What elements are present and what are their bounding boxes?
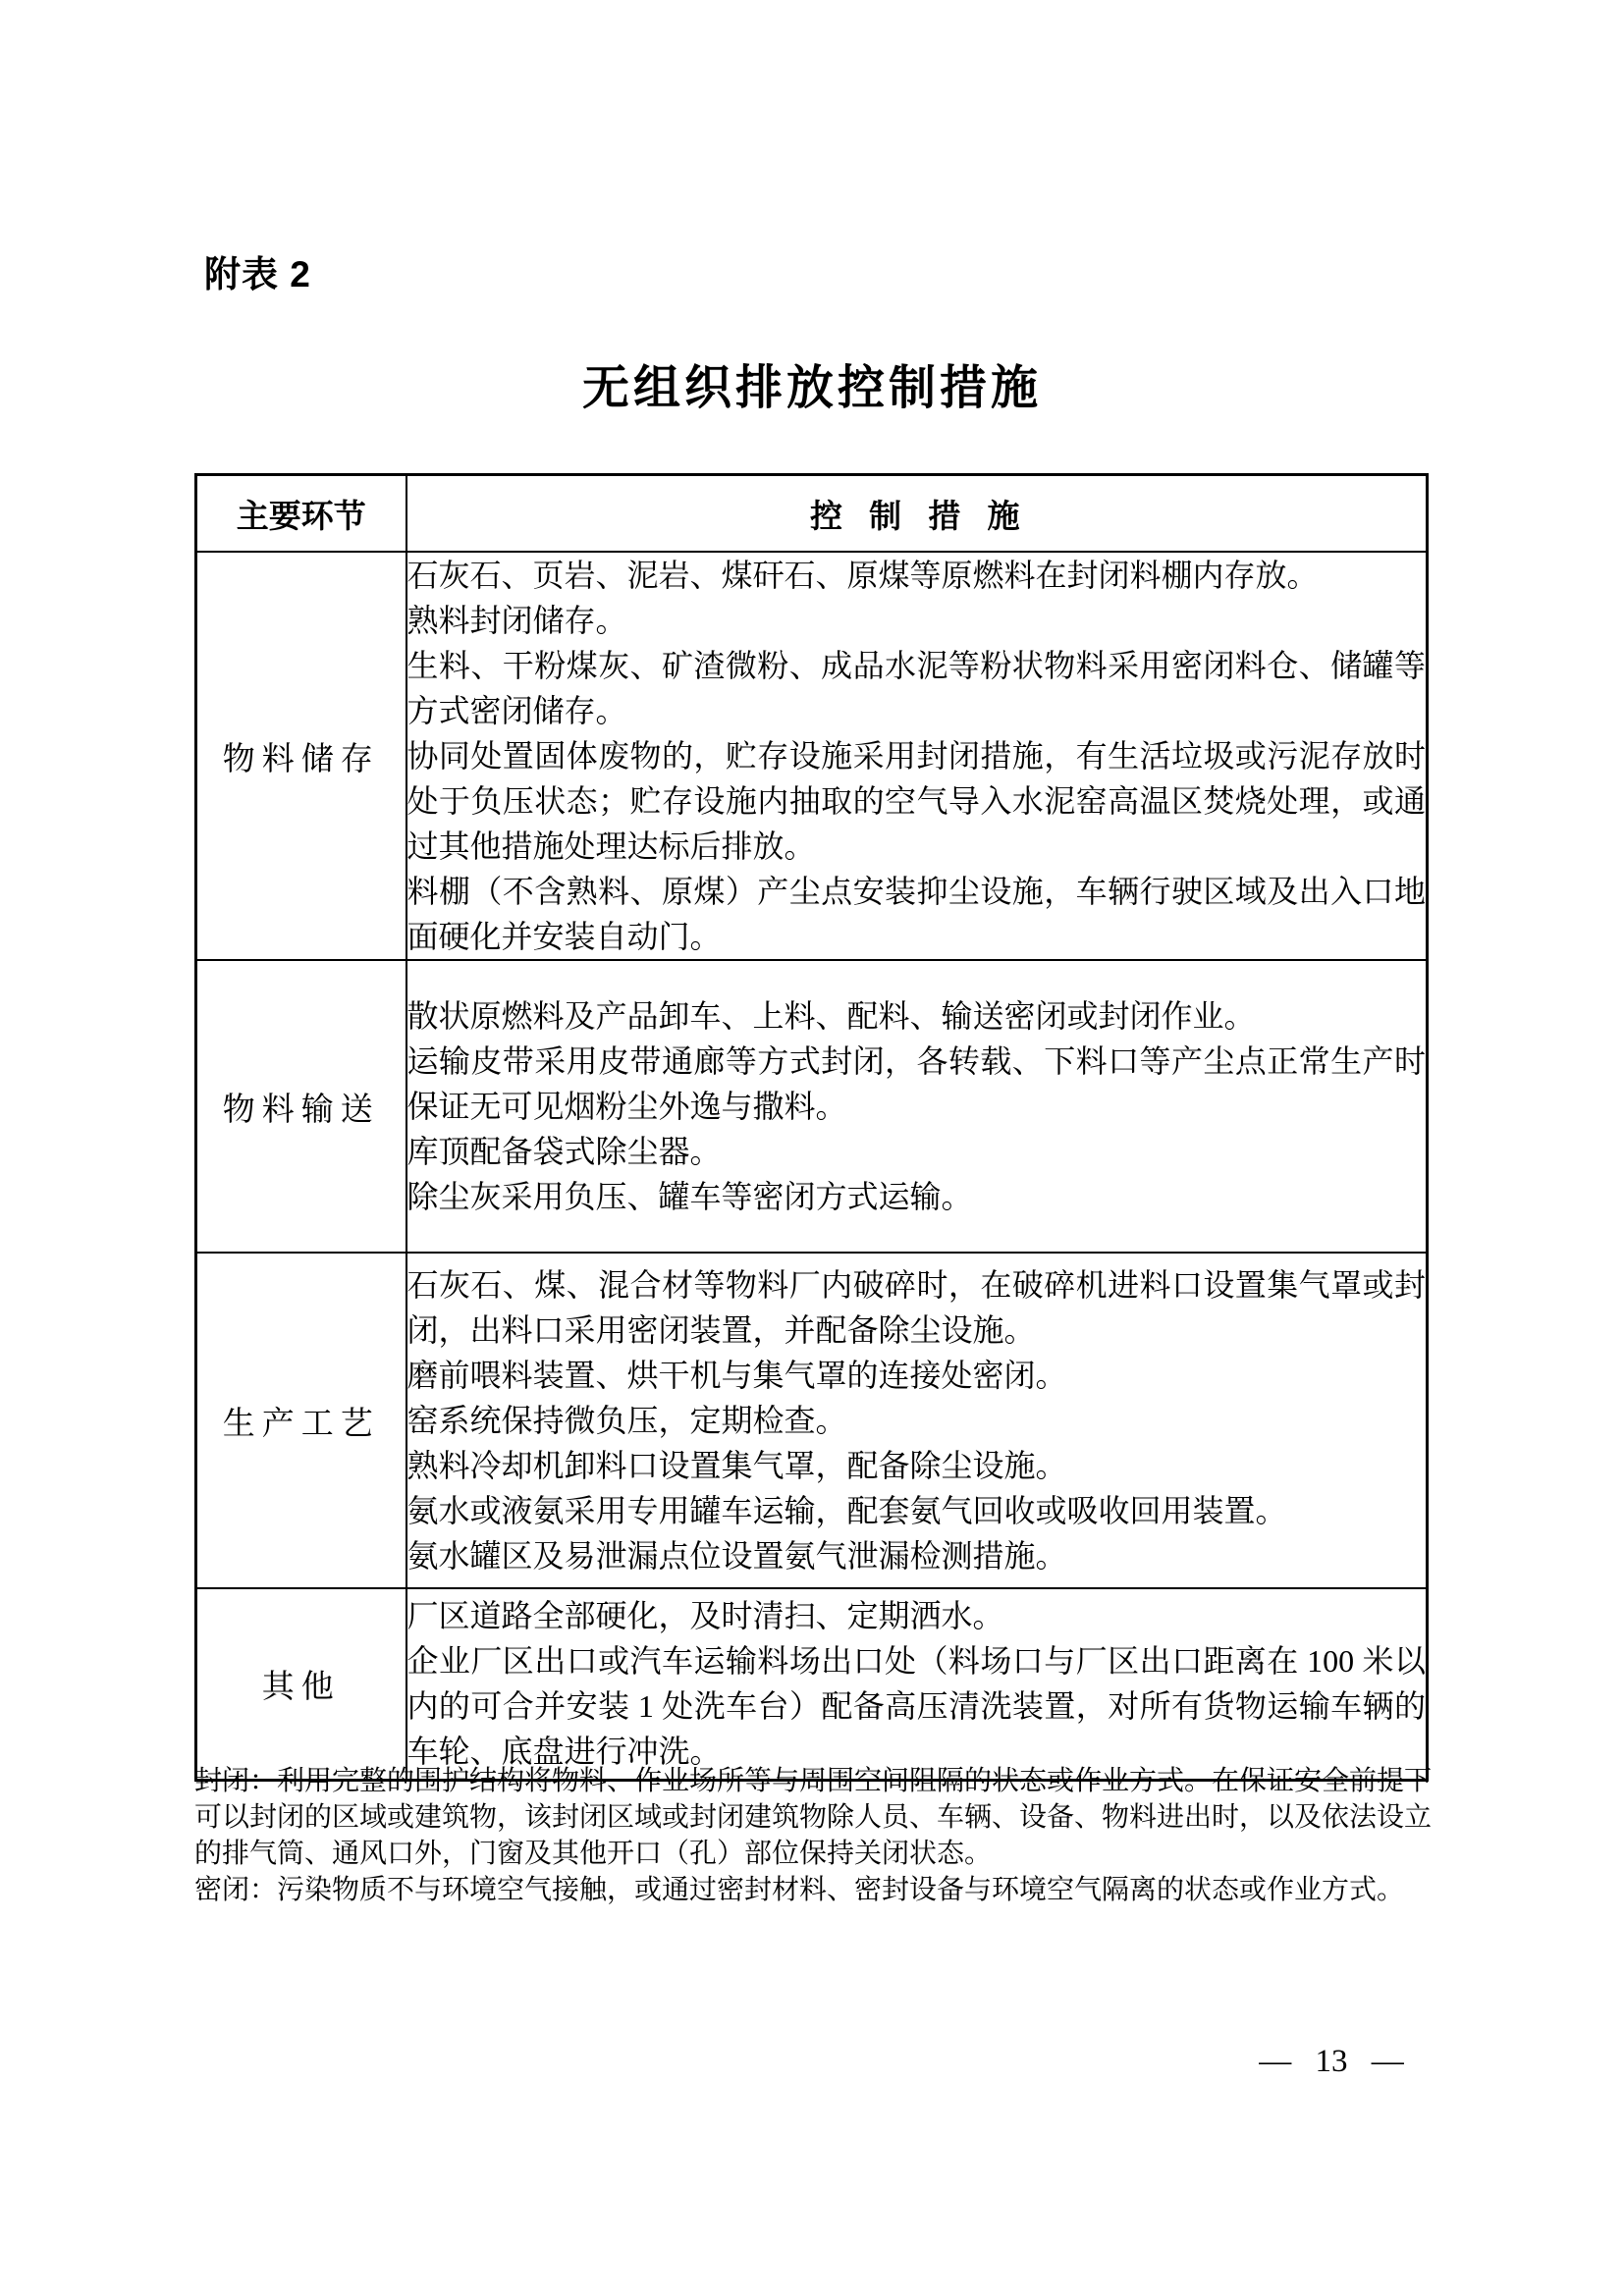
footnote-sealed-definition: 密闭：污染物质不与环境空气接触，或通过密封材料、密封设备与环境空气隔离的状态或作业方式。 (194, 1875, 1405, 1905)
measures-cell (406, 960, 1428, 1253)
measure-text: 运输皮带采用皮带通廊等方式封闭，各转载、下料口等产尘点正常生产时保证无可见烟粉尘外逸与撒料。 (406, 1043, 1426, 1124)
table-row (196, 1253, 1428, 1588)
table-header (196, 475, 1428, 553)
measure-text: 磨前喂料装置、烘干机与集气罩的连接处密闭。 (406, 1358, 1067, 1393)
measure-text: 散状原燃料及产品卸车、上料、配料、输送密闭或封闭作业。 (406, 998, 1256, 1034)
measure-text: 石灰石、煤、混合材等物料厂内破碎时，在破碎机进料口设置集气罩或封闭，出料口采用密闭装置，并配备除尘设施。 (406, 1267, 1426, 1348)
measure-text: 料棚（不含熟料、原煤）产尘点安装抑尘设施，车辆行驶区域及出入口地面硬化并安装自动门。 (406, 874, 1426, 954)
measure-text: 协同处置固体废物的，贮存设施采用封闭措施，有生活垃圾或污泥存放时处于负压状态；贮存设施内抽取的空气导入水泥窑高温区焚烧处理，或通过其他措施处理达标后排放。 (406, 738, 1426, 864)
stage-cell: 物料输送 (196, 960, 406, 1253)
measure-text: 企业厂区出口或汽车运输料场出口处（料场口与厂区出口距离在 100 米以内的可合并安装 1 处洗车台）配备高压清洗装置，对所有货物运输车辆的车轮、底盘进行冲洗。 (406, 1643, 1426, 1770)
table-body (196, 552, 1428, 1780)
control-measures-table (194, 473, 1429, 1782)
measure-text: 窑系统保持微负压，定期检查。 (406, 1403, 847, 1438)
measures-cell (406, 552, 1428, 960)
page-title: 无组织排放控制措施 (581, 362, 1042, 414)
measure-text: 氨水或液氨采用专用罐车运输，配套氨气回收或吸收回用装置。 (406, 1493, 1287, 1528)
appendix-label: 附表 2 (204, 254, 311, 294)
table-row (196, 1588, 1428, 1780)
stage-cell: 其他 (196, 1588, 406, 1780)
table-row (196, 960, 1428, 1253)
measure-text: 石灰石、页岩、泥岩、煤矸石、原煤等原燃料在封闭料棚内存放。 (406, 558, 1319, 593)
measure-text: 熟料封闭储存。 (406, 603, 627, 638)
stage-cell: 生产工艺 (196, 1253, 406, 1588)
header-main-stage: 主要环节 (196, 475, 406, 553)
stage-cell: 物料储存 (196, 552, 406, 960)
measure-text: 生料、干粉煤灰、矿渣微粉、成品水泥等粉状物料采用密闭料仓、储罐等方式密闭储存。 (406, 648, 1426, 728)
table-row (196, 552, 1428, 960)
footnotes (194, 1763, 1432, 1908)
measure-text: 厂区道路全部硬化，及时清扫、定期洒水。 (406, 1598, 1004, 1634)
page-number: — 13 — (1259, 2044, 1404, 2079)
measures-cell (406, 1588, 1428, 1780)
header-control-measures: 控 制 措 施 (406, 475, 1428, 553)
measure-text: 除尘灰采用负压、罐车等密闭方式运输。 (406, 1179, 973, 1214)
footnote-enclosed-definition: 封闭：利用完整的围护结构将物料、作业场所等与周围空间阻隔的状态或作业方式。在保证安全前提下可以封闭的区域或建筑物，该封闭区域或封闭建筑物除人员、车辆、设备、物料进出时，以及依法设立的排气筒、通风口外，门窗及其他开口（孔）部位保持关闭状态。 (194, 1766, 1433, 1869)
measure-text: 熟料冷却机卸料口设置集气罩，配备除尘设施。 (406, 1448, 1067, 1483)
table-header-row (196, 475, 1428, 553)
measure-text: 库顶配备袋式除尘器。 (406, 1134, 722, 1169)
measure-text: 氨水罐区及易泄漏点位设置氨气泄漏检测措施。 (406, 1538, 1067, 1574)
measures-cell (406, 1253, 1428, 1588)
